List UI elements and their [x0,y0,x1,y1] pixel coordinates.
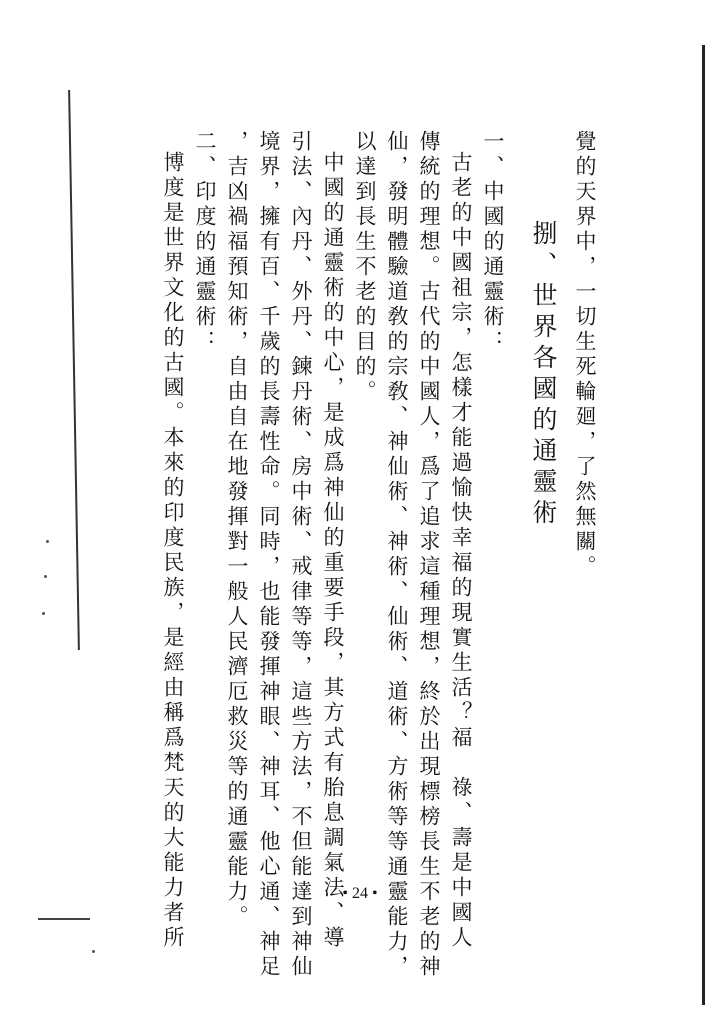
scan-mark [38,918,90,920]
paragraph-line: 古老的中國祖宗，怎樣才能過愉快幸福的現實生活？福 祿、壽是中國人 [449,151,473,951]
chapter-title: 捌、世界各國的通靈術 [529,220,558,530]
section-heading-china: 一、中國的通靈術： [481,130,505,355]
section-heading-india: 二、印度的通靈術： [193,130,217,355]
paragraph-line: 傳統的理想。古代的中國人，爲了追求這種理想，終於出現標榜長生不老的神 [417,130,441,980]
scan-speck [46,540,49,543]
paragraph-line: 仙，發明體驗道敎的宗敎、神仙術、神術、仙術、道術、方術等等通靈能力， [385,130,409,980]
scan-speck [42,612,45,615]
paragraph-line: 以達到長生不老的目的。 [353,130,377,405]
scan-speck [92,950,95,953]
page-number: • 24 • [342,885,378,902]
paragraph-line: 博度是世界文化的古國。本來的印度民族，是經由稱爲梵天的大能力者所 [161,151,185,951]
paragraph-line: 引法、內丹、外丹、鍊丹術、房中術、戒律等等，這些方法，不但能達到神仙 [289,130,313,980]
paragraph-line: 中國的通靈術的中心，是成爲神仙的重要手段，其方式有胎息調氣法、導 [321,151,345,951]
scan-edge-right [702,45,705,1005]
text-line-continuation: 覺的天界中，一切生死輪廻，了然無關。 [573,130,597,580]
paragraph-line: ，吉凶禍福預知術，自由自在地發揮對一般人民濟厄救災等的通靈能力。 [225,130,249,930]
scan-edge-left [68,90,80,650]
paragraph-line: 境界，擁有百、千歲的長壽性命。同時，也能發揮神眼、神耳、他心通、神足 [257,130,281,980]
scan-speck [44,575,47,578]
